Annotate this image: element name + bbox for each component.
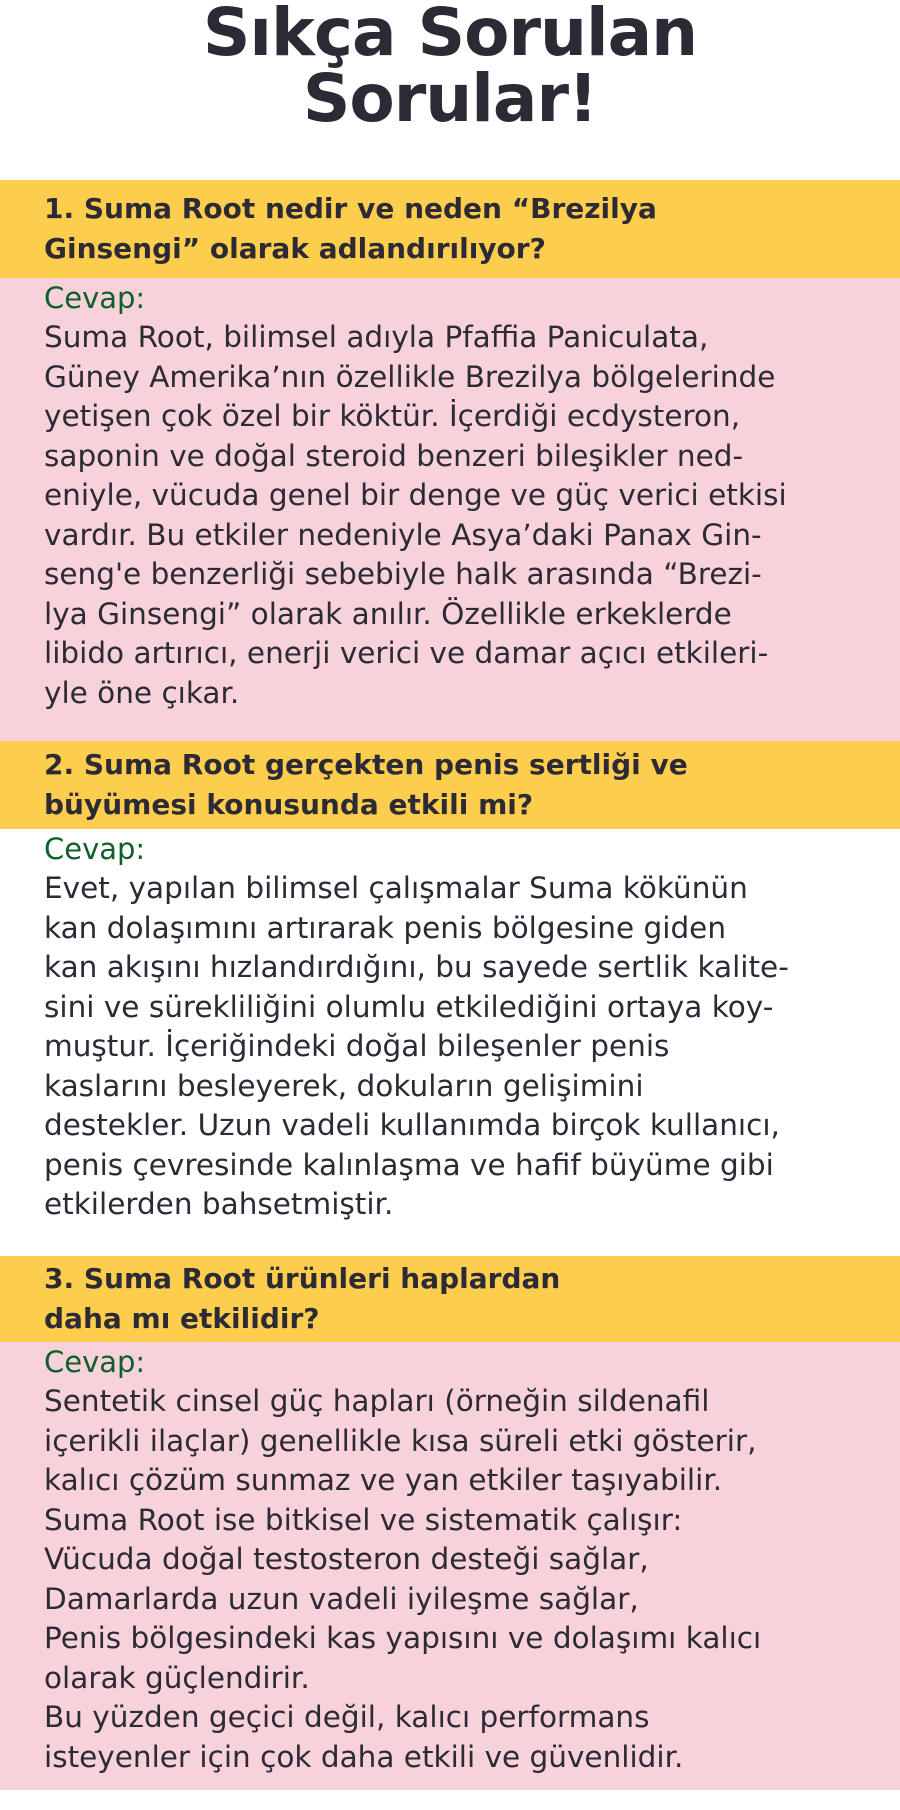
faq-item-1 bbox=[0, 180, 900, 741]
faq-question: 3. Suma Root ürünleri haplardan daha mı etkilidir? bbox=[44, 1262, 561, 1335]
faq-question-bar bbox=[0, 180, 900, 278]
faq-answer-label: Cevap: bbox=[44, 281, 146, 315]
faq-answer-label: Cevap: bbox=[44, 832, 146, 866]
faq-question-bar bbox=[0, 741, 900, 829]
faq-item-3 bbox=[0, 1256, 900, 1790]
faq-answer-label: Cevap: bbox=[44, 1345, 146, 1379]
faq-item-2 bbox=[0, 741, 900, 1256]
page-title-line-2: Sorular! bbox=[302, 60, 598, 137]
faq-answer-block bbox=[0, 1342, 900, 1790]
faq-answer-block bbox=[0, 278, 900, 741]
page-title bbox=[0, 0, 900, 180]
faq-question: 2. Suma Root gerçekten penis sertliği ve büyümesi konusunda etkili mi? bbox=[44, 748, 688, 821]
faq-question: 1. Suma Root nedir ve neden “Brezilya Ginsengi” olarak adlandırılıyor? bbox=[44, 192, 657, 265]
page-title-line-1: Sıkça Sorulan bbox=[202, 0, 698, 71]
faq-answer-text: Sentetik cinsel güç hapları (örneğin sildenafil içerikli ilaçlar) genellikle kısa süreli etki gösterir, kalıcı çözüm sunmaz ve yan etkiler taşıyabilir. Suma Root ise bitkisel ve sistematik çalışır: Vücuda doğal testosteron desteği sağlar, Damarlarda uzun vadeli iyileşme sağlar, Penis bölgesindeki kas yapısını ve dolaşımı kalıcı olarak güçlendirir. Bu yüzden geçici değil, kalıcı performans isteyenler için çok daha etkili ve güvenlidir. bbox=[44, 1384, 762, 1774]
faq-answer-block bbox=[0, 829, 900, 1256]
faq-answer-text: Evet, yapılan bilimsel çalışmalar Suma kökünün kan dolaşımını artırarak penis bölgesine giden kan akışını hızlandırdığını, bu sayede sertlik kalite- sini ve sürekliliğini olumlu etkilediğini ortaya koy- muştur. İçeriğindeki doğal bileşenler penis kaslarını besleyerek, dokuların gelişimini destekler. Uzun vadeli kullanımda birçok kullanıcı, penis çevresinde kalınlaşma ve hafif büyüme gibi etkilerden bahsetmiştir. bbox=[44, 871, 789, 1221]
faq-question-bar bbox=[0, 1256, 900, 1342]
faq-answer-text: Suma Root, bilimsel adıyla Pfaffia Paniculata, Güney Amerika’nın özellikle Brezilya bölgelerinde yetişen çok özel bir köktür. İçerdiği ecdysteron, saponin ve doğal steroid benzeri bileşikler ned- eniyle, vücuda genel bir denge ve güç verici etkisi vardır. Bu etkiler nedeniyle Asya’daki Panax Gin- seng'e benzerliği sebebiyle halk arasında “Brezi- lya Ginsengi” olarak anılır. Özellikle erkeklerde libido artırıcı, enerji verici ve damar açıcı etkileri- yle öne çıkar. bbox=[44, 320, 787, 710]
